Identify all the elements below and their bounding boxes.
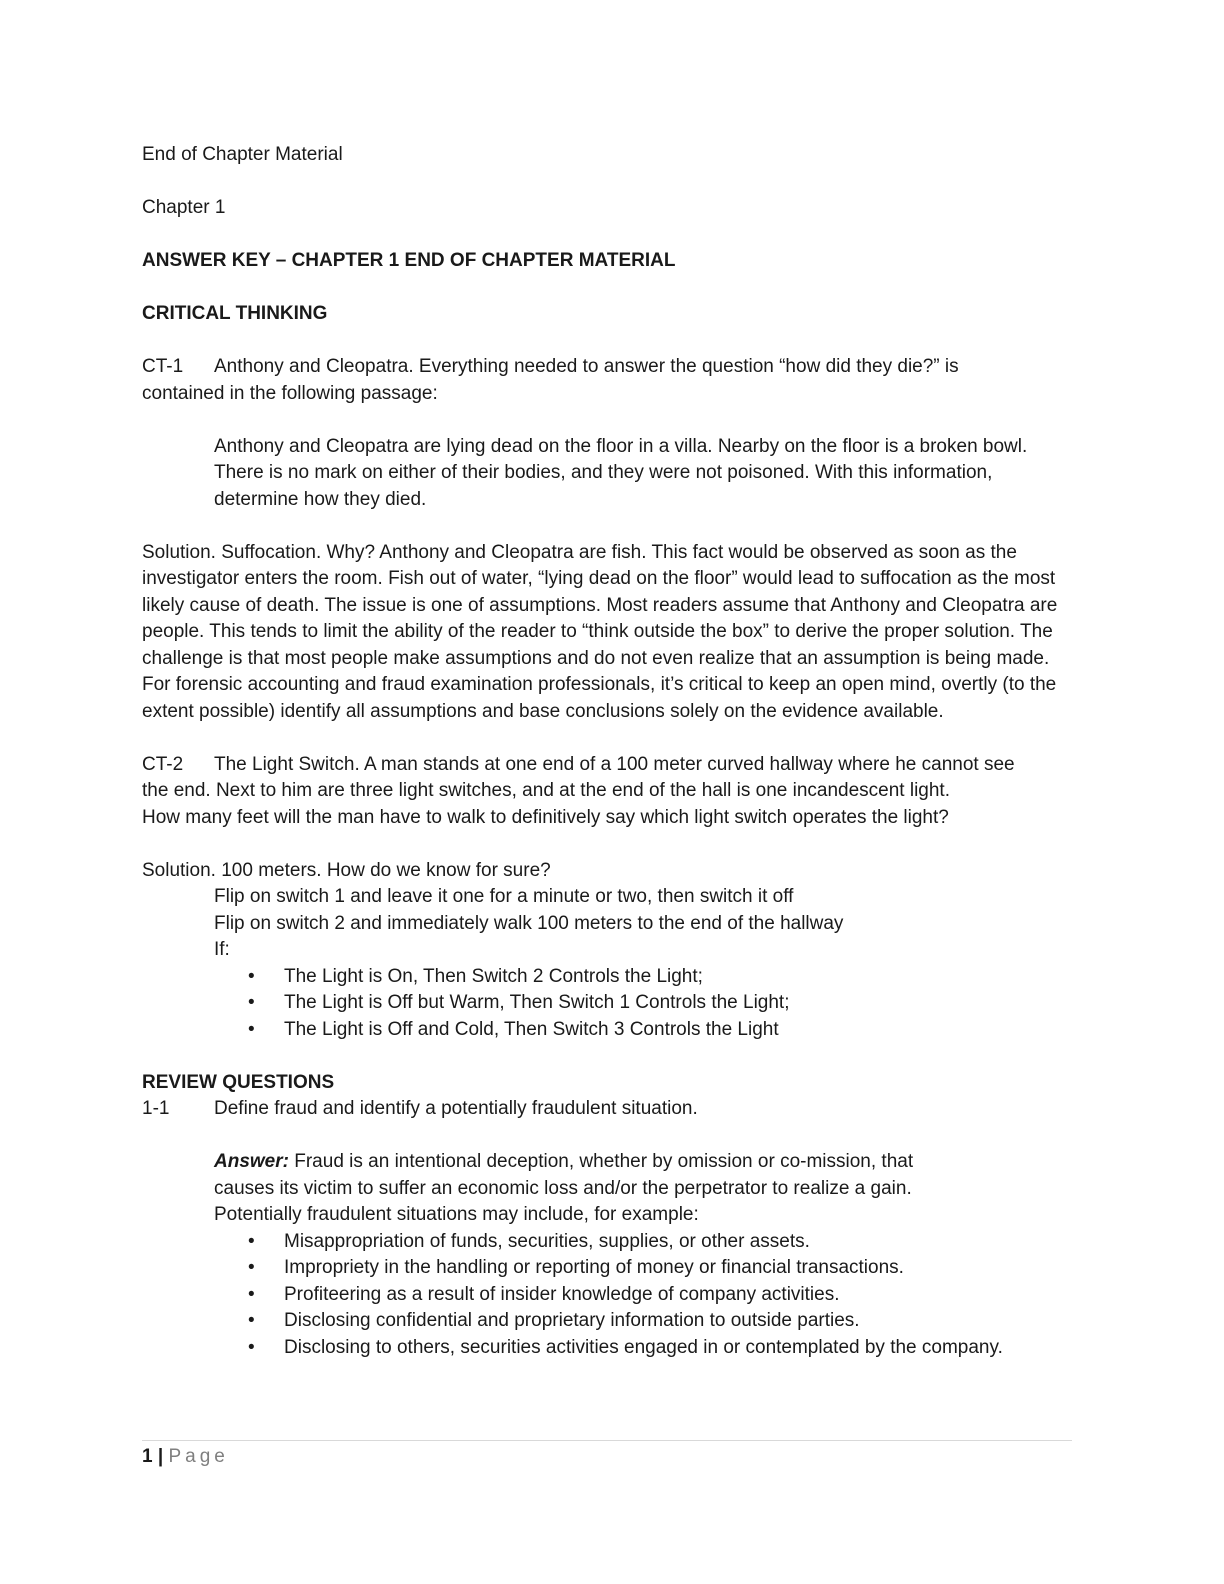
q1-1-answer xyxy=(142,1149,1072,1229)
answer-key-heading: ANSWER KEY – CHAPTER 1 END OF CHAPTER MATERIAL xyxy=(142,250,676,271)
ct1-label: CT-1 xyxy=(142,356,184,377)
ct2-line2: the end. Next to him are three light switches, and at the end of the hall is one incandescent light. xyxy=(142,780,950,801)
ct1-intro-first: Anthony and Cleopatra. Everything needed to answer the question “how did they die?” is xyxy=(214,356,959,377)
ct2-label: CT-2 xyxy=(142,753,184,775)
list-item: • Impropriety in the handling or reporting of money or financial transactions. xyxy=(248,1255,1072,1282)
page-word: Page xyxy=(168,1446,229,1467)
list-item: • The Light is On, Then Switch 2 Controls the Light; xyxy=(248,964,1072,991)
q1-1-text: Define fraud and identify a potentially fraudulent situation. xyxy=(214,1098,698,1119)
list-item: • Misappropriation of funds, securities, supplies, or other assets. xyxy=(248,1229,1072,1256)
answer-line-1: Fraud is an intentional deception, whether by omission or co-mission, that xyxy=(288,1151,914,1172)
page-footer xyxy=(142,1444,229,1470)
ct1-question xyxy=(142,354,1072,407)
answer-label: Answer: xyxy=(214,1151,289,1172)
list-item: • The Light is Off but Warm, Then Switch 1 Controls the Light; xyxy=(248,990,1072,1017)
ct2-if: If: xyxy=(214,939,230,960)
footer-divider xyxy=(142,1440,1072,1441)
ct2-line1: The Light Switch. A man stands at one end of a 100 meter curved hallway where he cannot see xyxy=(214,753,1015,775)
ct2-solution xyxy=(142,858,1072,1044)
ct2-solution-lead: Solution. 100 meters. How do we know for sure? xyxy=(142,859,551,881)
list-item: • The Light is Off and Cold, Then Switch 3 Controls the Light xyxy=(248,1017,1072,1044)
page-content xyxy=(142,142,1072,1361)
chapter-label: Chapter 1 xyxy=(142,197,226,218)
ct1-solution: Solution. Suffocation. Why? Anthony and Cleopatra are fish. This fact would be observed as soon as the investigator enters the room. Fish out of water, “lying dead on the floor” would lead to suffocation as the most likely cause of death. The issue is one of assumptions. Most readers assume that Anthony and Cleopatra are people. This tends to limit the ability of the reader to “think outside the box” to derive the proper solution. The challenge is that most people make assumptions and do not even realize that an assumption is being made. For forensic accounting and fraud examination professionals, it’s critical to keep an open mind, overtly (to the extent possible) identify all assumptions and base conclusions solely on the evidence available. xyxy=(142,541,1058,722)
ct2-step-2: Flip on switch 2 and immediately walk 100 meters to the end of the hallway xyxy=(214,912,844,934)
fraud-examples-list xyxy=(142,1229,1072,1362)
answer-line-2: causes its victim to suffer an economic loss and/or the perpetrator to realize a gain. xyxy=(214,1177,912,1199)
ct2-question xyxy=(142,752,1072,832)
list-item: • Profiteering as a result of insider knowledge of company activities. xyxy=(248,1282,1072,1309)
ct2-line3: How many feet will the man have to walk to definitively say which light switch operates the light? xyxy=(142,806,949,828)
ct2-step-1: Flip on switch 1 and leave it one for a minute or two, then switch it off xyxy=(214,886,794,907)
page-number: 1 xyxy=(142,1446,153,1467)
footer-separator: | xyxy=(152,1446,169,1467)
q1-1-label: 1-1 xyxy=(142,1098,170,1119)
ct1-intro-rest: contained in the following passage: xyxy=(142,382,438,404)
review-questions-section xyxy=(142,1070,1072,1362)
answer-line-3: Potentially fraudulent situations may include, for example: xyxy=(214,1204,699,1225)
list-item: • Disclosing to others, securities activities engaged in or contemplated by the company. xyxy=(248,1335,1072,1362)
list-item: • Disclosing confidential and proprietary information to outside parties. xyxy=(248,1308,1072,1335)
document-title: End of Chapter Material xyxy=(142,144,343,165)
review-questions-heading: REVIEW QUESTIONS xyxy=(142,1071,335,1093)
ct1-passage: Anthony and Cleopatra are lying dead on the floor in a villa. Nearby on the floor is a broken bowl. There is no mark on either of their bodies, and they were not poisoned. With this information, determine how they died. xyxy=(214,435,1028,510)
ct2-outcome-list xyxy=(142,964,1072,1044)
critical-thinking-heading: CRITICAL THINKING xyxy=(142,303,328,324)
